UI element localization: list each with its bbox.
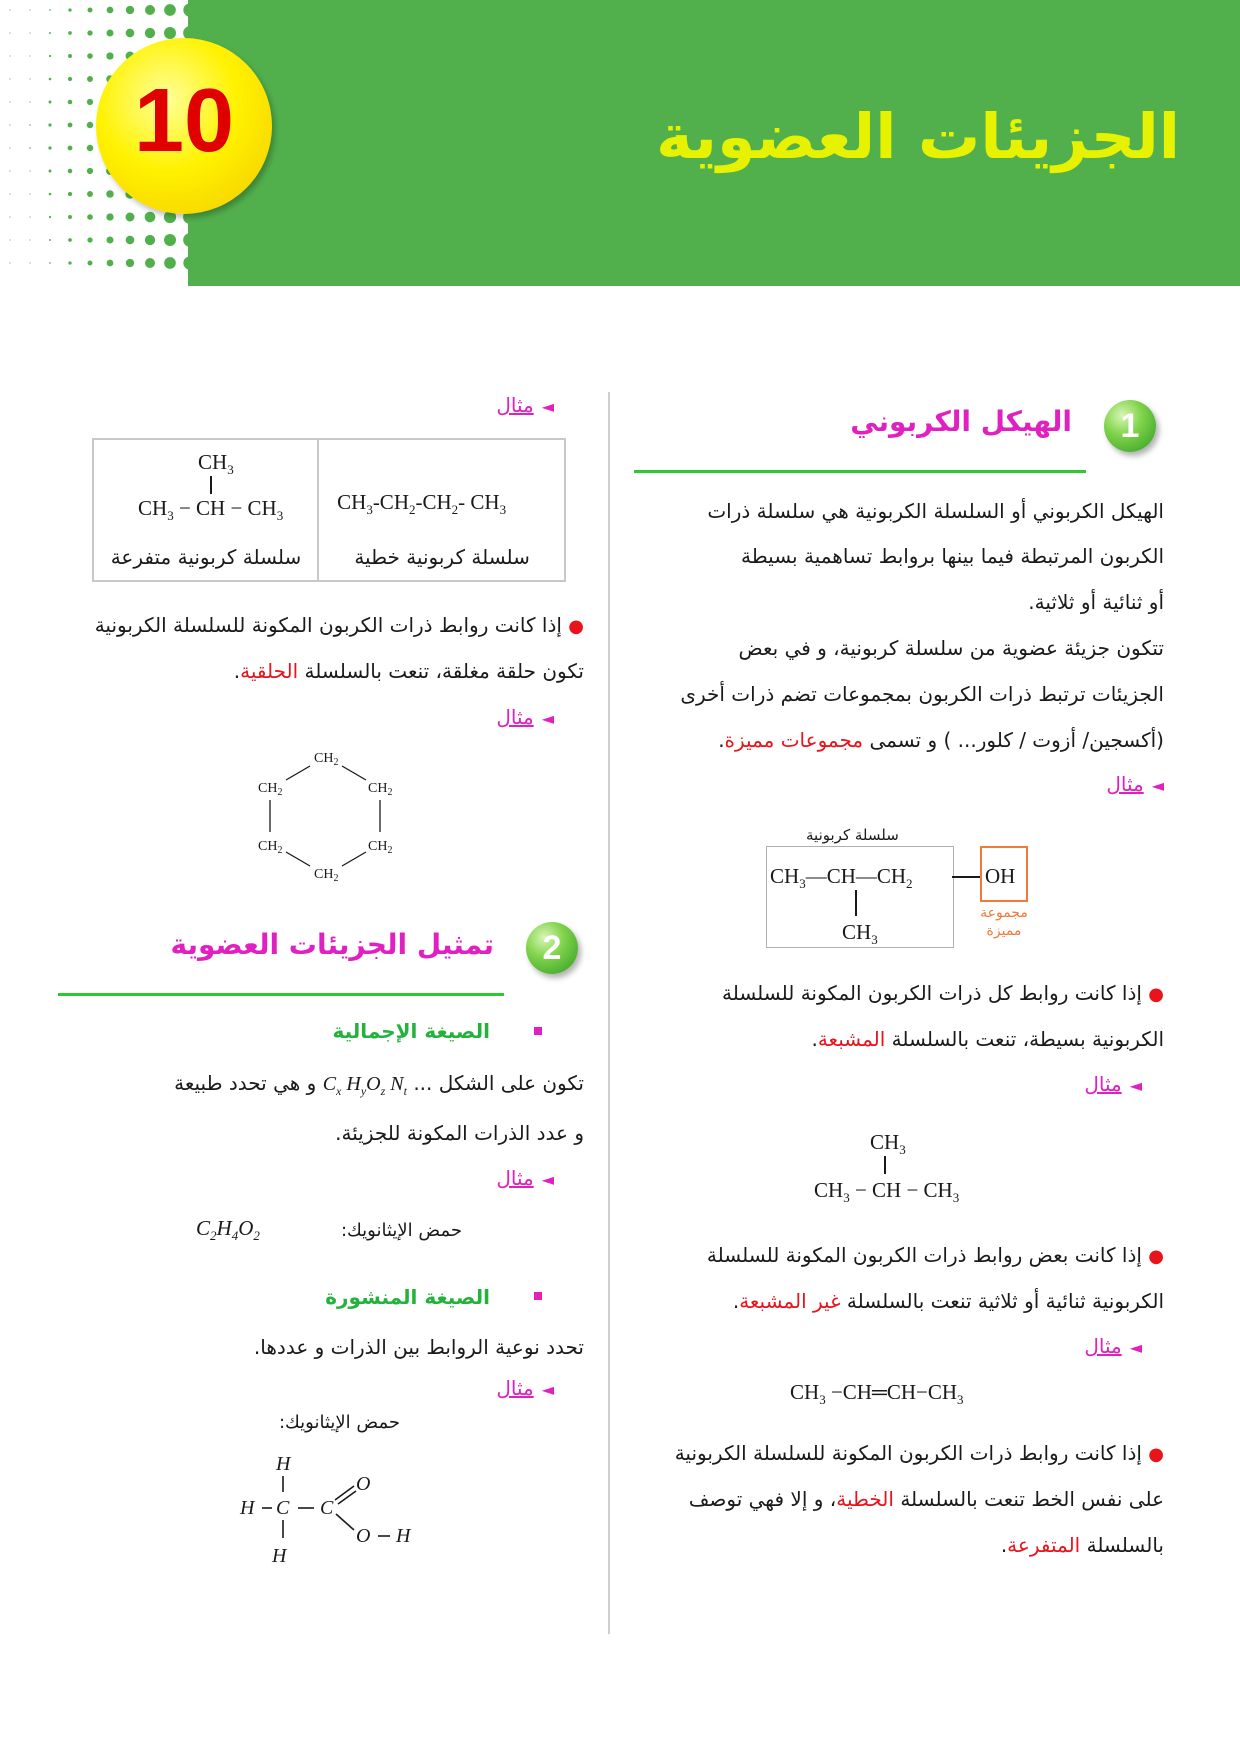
example-label — [1084, 1072, 1142, 1096]
halftone-dot — [68, 192, 72, 196]
halftone-dot — [9, 216, 10, 217]
halftone-dot — [68, 123, 73, 128]
halftone-dot — [29, 101, 30, 102]
period: . — [718, 728, 725, 752]
triangle-pointer-icon: ◄ — [1151, 776, 1164, 795]
halftone-dot — [49, 193, 52, 196]
svg-text:H: H — [396, 1525, 411, 1547]
halftone-dot — [49, 170, 52, 173]
square-bullet — [534, 1027, 542, 1035]
section-number-2: 2 — [526, 922, 578, 974]
halftone-dot — [68, 31, 72, 35]
para-text: إذا كانت روابط ذرات الكربون المكونة للسلسلة الكربونية — [94, 613, 562, 637]
term-unsaturated: غير المشبعة — [739, 1289, 841, 1313]
example-label — [496, 1166, 554, 1190]
term-linear: الخطية — [836, 1487, 894, 1511]
halftone-dot — [164, 257, 176, 269]
column-divider — [608, 392, 610, 1634]
para-line: الجزيئات ترتبط ذرات الكربون بمجموعات تضم ذرات أخرى — [680, 682, 1164, 706]
halftone-dot — [126, 259, 134, 267]
example-text: مثال — [496, 1376, 534, 1400]
bullet-dot: ● — [1148, 1246, 1164, 1267]
para-text: تكون على الشكل ... — [413, 1071, 584, 1095]
branched-cell — [93, 439, 318, 581]
halftone-dot — [49, 262, 51, 264]
general-formula: $C_x$ $H_yO_z$ $N_t$ — [322, 1073, 407, 1098]
para-line: الهيكل الكربوني أو السلسلة الكربونية هي سلسلة ذرات — [707, 499, 1164, 523]
section-title-2: تمثيل الجزيئات العضوية — [170, 928, 494, 961]
halftone-dot — [29, 239, 30, 240]
halftone-dot — [68, 77, 72, 81]
halftone-dot — [87, 145, 94, 152]
triangle-pointer-icon: ◄ — [1129, 1076, 1142, 1095]
example-text: مثال — [496, 705, 534, 729]
halftone-dot — [29, 216, 30, 217]
para-line — [707, 1242, 1164, 1270]
para-line — [733, 1288, 1164, 1314]
para-line — [1001, 1532, 1164, 1558]
svg-text:CH2: $CH_2$ — [258, 781, 283, 798]
halftone-dot — [68, 238, 72, 242]
halftone-dot — [9, 32, 10, 33]
cyclohexane-structure — [240, 744, 420, 894]
group-label: مجموعة مميزة — [980, 905, 1028, 939]
halftone-dot — [68, 8, 71, 11]
halftone-dot — [29, 78, 30, 79]
example-label — [1106, 772, 1164, 796]
halftone-dot — [145, 28, 155, 38]
term-branched: المتفرعة — [1007, 1533, 1081, 1557]
chapter-header — [0, 0, 1240, 286]
halftone-dot — [49, 239, 51, 241]
para-text: إذا كانت روابط كل ذرات الكربون المكونة للسلسلة — [721, 981, 1142, 1005]
ethanoic-global-formula: $C_2H_4O_2$ — [196, 1216, 260, 1244]
para-text: (أكسجين/ أزوت / كلور... ) و تسمى — [863, 728, 1164, 752]
period: . — [732, 1289, 740, 1313]
halftone-dot — [48, 123, 51, 126]
chain-types-table — [92, 438, 566, 582]
global-formula-title: الصيغة الإجمالية — [332, 1019, 490, 1043]
period: . — [233, 659, 241, 683]
para-text: إذا كانت بعض روابط ذرات الكربون المكونة للسلسلة — [706, 1243, 1142, 1267]
halftone-dot — [49, 78, 52, 81]
para-line — [675, 1440, 1164, 1468]
linear-chain: $CH_3-CH_2-CH_2-$ $CH_3$ — [337, 490, 507, 518]
section-title-1: الهيكل الكربوني — [850, 405, 1072, 438]
halftone-dot — [164, 4, 176, 16]
svg-text:CH2: $CH_2$ — [258, 839, 283, 856]
para-text: على نفس الخط تنعت بالسلسلة — [893, 1487, 1164, 1511]
halftone-dot — [68, 54, 72, 58]
linear-cell — [318, 439, 565, 581]
branched-bond — [210, 476, 212, 494]
bullet-dot: ● — [1148, 1444, 1164, 1465]
halftone-dot — [29, 193, 30, 194]
section-2-underline — [58, 993, 504, 996]
svg-text:C: C — [276, 1497, 290, 1519]
bullet-dot: ● — [568, 616, 584, 637]
halftone-dot — [29, 170, 30, 171]
halftone-dot — [68, 261, 71, 264]
halftone-dot — [9, 101, 10, 102]
svg-text:CH2: $CH_2$ — [368, 781, 393, 798]
branch-ch3: $CH_3$ — [842, 920, 878, 948]
chapter-number: 10 — [133, 71, 235, 171]
para-line — [718, 727, 1164, 753]
halftone-dot — [49, 9, 51, 11]
halftone-dot — [126, 6, 134, 14]
branched-caption: سلسلة كربونية متفرعة — [110, 545, 302, 569]
para-line: تتكون جزيئة عضوية من سلسلة كربونية، و في بعض — [738, 636, 1164, 660]
structural-formula-title: الصيغة المنشورة — [325, 1285, 490, 1309]
para-text: بالسلسلة — [1080, 1533, 1164, 1557]
halftone-dot — [106, 213, 113, 220]
branched-chain: $CH_3$ − CH − $CH_3$ — [138, 496, 284, 524]
para-text: الكربونية بسيطة، تنعت بالسلسلة — [885, 1027, 1164, 1051]
halftone-dot — [87, 122, 94, 129]
example-text: مثال — [1084, 1334, 1122, 1358]
halftone-dot — [29, 32, 30, 33]
example-text: مثال — [496, 1166, 534, 1190]
para-line — [811, 1026, 1164, 1052]
example-label — [496, 393, 554, 417]
term-characteristic-groups: مجموعات مميزة — [724, 728, 864, 752]
triangle-pointer-icon: ◄ — [541, 1380, 554, 1399]
halftone-dot — [87, 76, 93, 82]
term-saturated: المشبعة — [817, 1027, 886, 1051]
halftone-dot — [126, 236, 135, 245]
halftone-dot — [87, 260, 92, 265]
halftone-dot — [164, 27, 176, 39]
branch-bond — [855, 890, 857, 916]
halftone-dot — [9, 193, 10, 194]
halftone-dot — [87, 214, 93, 220]
example-label — [1084, 1334, 1142, 1358]
butene-formula: $CH_3$ $-CH═CH-CH_3$ — [790, 1380, 964, 1408]
svg-text:CH2: $CH_2$ — [314, 867, 339, 884]
halftone-dot — [48, 146, 51, 149]
halftone-dot — [68, 169, 73, 174]
svg-text:H: H — [240, 1497, 255, 1519]
para-line — [689, 1486, 1164, 1512]
halftone-dot — [107, 7, 114, 14]
chain-label: سلسلة كربونية — [806, 826, 899, 844]
ethanoic-label: حمض الإيثانويك: — [340, 1220, 462, 1241]
period: . — [1000, 1533, 1008, 1557]
halftone-dot — [107, 30, 114, 37]
halftone-dot — [87, 99, 93, 105]
halftone-dot — [49, 55, 51, 57]
page-title: الجزيئات العضوية — [656, 100, 1180, 173]
para-line — [234, 658, 584, 684]
example-text: مثال — [1106, 772, 1144, 796]
triangle-pointer-icon: ◄ — [1129, 1338, 1142, 1357]
halftone-dot — [126, 213, 135, 222]
isobutane-top-ch3: $CH_3$ — [870, 1130, 906, 1158]
section-number-1: 1 — [1104, 400, 1156, 452]
period: . — [811, 1027, 818, 1051]
halftone-dot — [49, 216, 51, 218]
halftone-dot — [29, 55, 30, 56]
triangle-pointer-icon: ◄ — [541, 709, 554, 728]
triangle-pointer-icon: ◄ — [541, 1170, 554, 1189]
halftone-dot — [145, 5, 155, 15]
para-line — [722, 980, 1164, 1008]
halftone-dot — [29, 9, 30, 10]
halftone-dot — [87, 30, 92, 35]
term-cyclic: الحلقية — [240, 659, 299, 683]
halftone-dot — [68, 215, 72, 219]
halftone-dot — [87, 7, 92, 12]
para-line: تحدد نوعية الروابط بين الذرات و عددها. — [253, 1335, 584, 1359]
svg-text:CH2: $CH_2$ — [314, 751, 339, 768]
halftone-dot — [107, 237, 114, 244]
bullet-dot: ● — [1148, 984, 1164, 1005]
halftone-dot — [87, 191, 93, 197]
halftone-dot — [29, 124, 31, 126]
halftone-dot — [9, 262, 10, 263]
halftone-dot — [29, 262, 30, 263]
halftone-dot — [145, 258, 155, 268]
halftone-dot — [87, 237, 92, 242]
halftone-dot — [145, 212, 156, 223]
example-text: مثال — [496, 393, 534, 417]
square-bullet — [534, 1292, 542, 1300]
chain-formula: $CH_3—CH—CH_2$ — [770, 864, 913, 892]
halftone-dot — [164, 234, 176, 246]
branched-top-ch3: $CH_3$ — [198, 450, 234, 478]
ethanoic-structural-formula — [234, 1450, 424, 1574]
halftone-dot — [87, 168, 93, 174]
halftone-dot — [29, 147, 31, 149]
svg-text:C: C — [320, 1497, 334, 1519]
example-label — [496, 705, 554, 729]
halftone-dot — [9, 239, 10, 240]
isobutane-bond — [884, 1156, 886, 1174]
halftone-dot — [107, 260, 114, 267]
para-text: و هي تحدد طبيعة — [174, 1071, 317, 1095]
halftone-dot — [126, 29, 135, 38]
halftone-dot — [9, 9, 10, 10]
halftone-dot — [9, 170, 10, 171]
halftone-dot — [9, 147, 10, 148]
ethanoic-label: حمض الإيثانويك: — [278, 1412, 400, 1433]
halftone-dot — [106, 190, 114, 198]
isobutane-chain: $CH_3$ − CH − $CH_3$ — [814, 1178, 960, 1206]
halftone-dot — [9, 124, 10, 125]
halftone-dot — [49, 101, 52, 104]
oh-group: OH — [985, 864, 1016, 888]
example-label — [496, 1376, 554, 1400]
para-line: أو ثنائية أو ثلاثية. — [1028, 590, 1164, 614]
halftone-dot — [9, 78, 10, 79]
halftone-dot — [68, 100, 73, 105]
halftone-dot — [145, 235, 155, 245]
halftone-dot — [9, 55, 10, 56]
example-text: مثال — [1084, 1072, 1122, 1096]
linear-caption: سلسلة كربونية خطية — [354, 545, 530, 569]
halftone-dot — [49, 32, 51, 34]
para-line: و عدد الذرات المكونة للجزيئة. — [335, 1121, 584, 1145]
svg-text:H: H — [276, 1453, 291, 1475]
halftone-dot — [106, 52, 113, 59]
para-text: إذا كانت روابط ذرات الكربون المكونة للسلسلة الكربونية — [674, 1441, 1142, 1465]
svg-text:CH2: $CH_2$ — [368, 839, 393, 856]
triangle-pointer-icon: ◄ — [541, 397, 554, 416]
svg-text:O: O — [356, 1473, 371, 1495]
para-line — [95, 612, 584, 640]
para-text: الكربونية ثنائية أو ثلاثية تنعت بالسلسلة — [840, 1289, 1164, 1313]
para-text: ، و إلا فهي توصف — [688, 1487, 837, 1511]
section-1-underline — [634, 470, 1086, 473]
bond-to-group — [952, 876, 982, 878]
para-line: الكربون المرتبطة فيما بينها بروابط تساهمية بسيطة — [741, 544, 1164, 568]
svg-text:O: O — [356, 1525, 371, 1547]
svg-text:H: H — [272, 1545, 287, 1567]
para-text: تكون حلقة مغلقة، تنعت بالسلسلة — [298, 659, 584, 683]
halftone-dot — [87, 53, 93, 59]
halftone-dot — [68, 146, 73, 151]
para-line — [174, 1070, 584, 1104]
